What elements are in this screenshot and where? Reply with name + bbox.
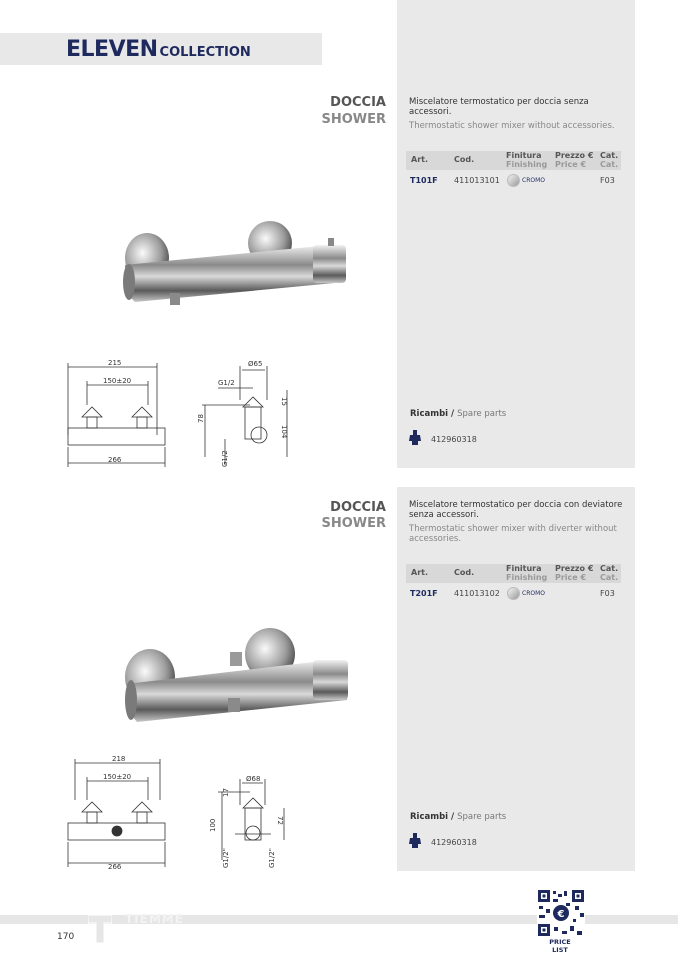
spare-parts-title <box>410 812 506 822</box>
th-cat-it: Cat. <box>600 564 619 573</box>
th-price-en: Price € <box>555 160 587 169</box>
spare-code: 412960318 <box>431 838 477 847</box>
page-title <box>66 37 251 62</box>
description-it: Miscelatore termostatico per doccia con deviatore senza accessori. <box>409 500 623 520</box>
description-en: Thermostatic shower mixer without accessories. <box>409 121 615 131</box>
section-title-it: DOCCIA <box>330 500 386 515</box>
th-art: Art. <box>411 155 428 164</box>
cartridge-icon <box>408 430 422 446</box>
dim-diam68: Ø68 <box>246 775 261 783</box>
footer-logo-text: TIEMME <box>125 912 184 926</box>
qr-code-icon[interactable] <box>537 889 585 937</box>
th-finish-en: Finishing <box>506 160 548 169</box>
th-finish-it: Finitura <box>506 564 542 573</box>
dim-100: 100 <box>209 818 217 832</box>
product-image-t101f <box>115 210 360 310</box>
spare-title-it: Ricambi / <box>410 812 455 822</box>
th-art: Art. <box>411 568 428 577</box>
spare-title-it: Ricambi / <box>410 409 455 419</box>
row-cod: 411013101 <box>454 176 500 185</box>
dim-17: 17 <box>222 788 230 797</box>
section-title-en: SHOWER <box>321 112 386 127</box>
dim-g12-top: G1/2 <box>218 379 235 387</box>
th-price-it: Prezzo € <box>555 151 594 160</box>
row-finish: CROMO <box>522 590 545 597</box>
product-image-t201f <box>115 622 360 722</box>
row-cat: F03 <box>600 589 615 598</box>
dim-15: 15 <box>280 397 288 406</box>
row-finish: CROMO <box>522 177 545 184</box>
section-title-it: DOCCIA <box>330 95 386 110</box>
dim-72: 72 <box>276 816 284 825</box>
row-art: T201F <box>410 589 438 598</box>
dim-150: 150±20 <box>103 773 132 781</box>
row-cat: F03 <box>600 176 615 185</box>
dim-g12-left: G1/2" <box>222 848 230 868</box>
th-cat-it: Cat. <box>600 151 619 160</box>
dim-78: 78 <box>197 414 205 423</box>
description-it: Miscelatore termostatico per doccia senza accessori. <box>409 97 589 117</box>
row-cod: 411013102 <box>454 589 500 598</box>
dim-266: 266 <box>108 863 122 870</box>
dim-g12-right: G1/2" <box>268 848 276 868</box>
th-finish-en: Finishing <box>506 573 548 582</box>
th-price-en: Price € <box>555 573 587 582</box>
th-finish-it: Finitura <box>506 151 542 160</box>
th-price-it: Prezzo € <box>555 564 594 573</box>
technical-drawing-t201f <box>60 750 300 870</box>
spare-parts-title <box>410 409 506 419</box>
svg-text:€: € <box>557 909 565 920</box>
dim-150: 150±20 <box>103 377 132 385</box>
product-panel-1 <box>397 0 635 468</box>
dim-diam65: Ø65 <box>248 360 263 368</box>
description-en: Thermostatic shower mixer with diverter without accessories. <box>409 524 617 544</box>
qr-label: PRICE LIST <box>549 938 571 954</box>
technical-drawing-t101f <box>60 355 300 470</box>
dim-218: 218 <box>112 755 126 763</box>
page-number: 170 <box>57 932 75 942</box>
spare-code: 412960318 <box>431 435 477 444</box>
chrome-swatch-icon <box>507 587 520 600</box>
dim-g12-bottom: G1/2 <box>221 450 229 467</box>
section-title-en: SHOWER <box>321 516 386 531</box>
th-cat-en: Cat. <box>600 573 619 582</box>
th-cod: Cod. <box>454 568 475 577</box>
spare-title-en: Spare parts <box>457 409 507 419</box>
dim-215: 215 <box>108 359 122 367</box>
chrome-swatch-icon <box>507 174 520 187</box>
spare-title-en: Spare parts <box>457 812 507 822</box>
dim-104: 104 <box>280 425 288 439</box>
title-main: ELEVEN <box>66 37 158 62</box>
th-cat-en: Cat. <box>600 160 619 169</box>
dim-266: 266 <box>108 456 122 464</box>
title-sub: COLLECTION <box>159 45 251 60</box>
row-art: T101F <box>410 176 438 185</box>
th-cod: Cod. <box>454 155 475 164</box>
footer-logo-mark <box>88 913 112 945</box>
cartridge-icon <box>408 833 422 849</box>
